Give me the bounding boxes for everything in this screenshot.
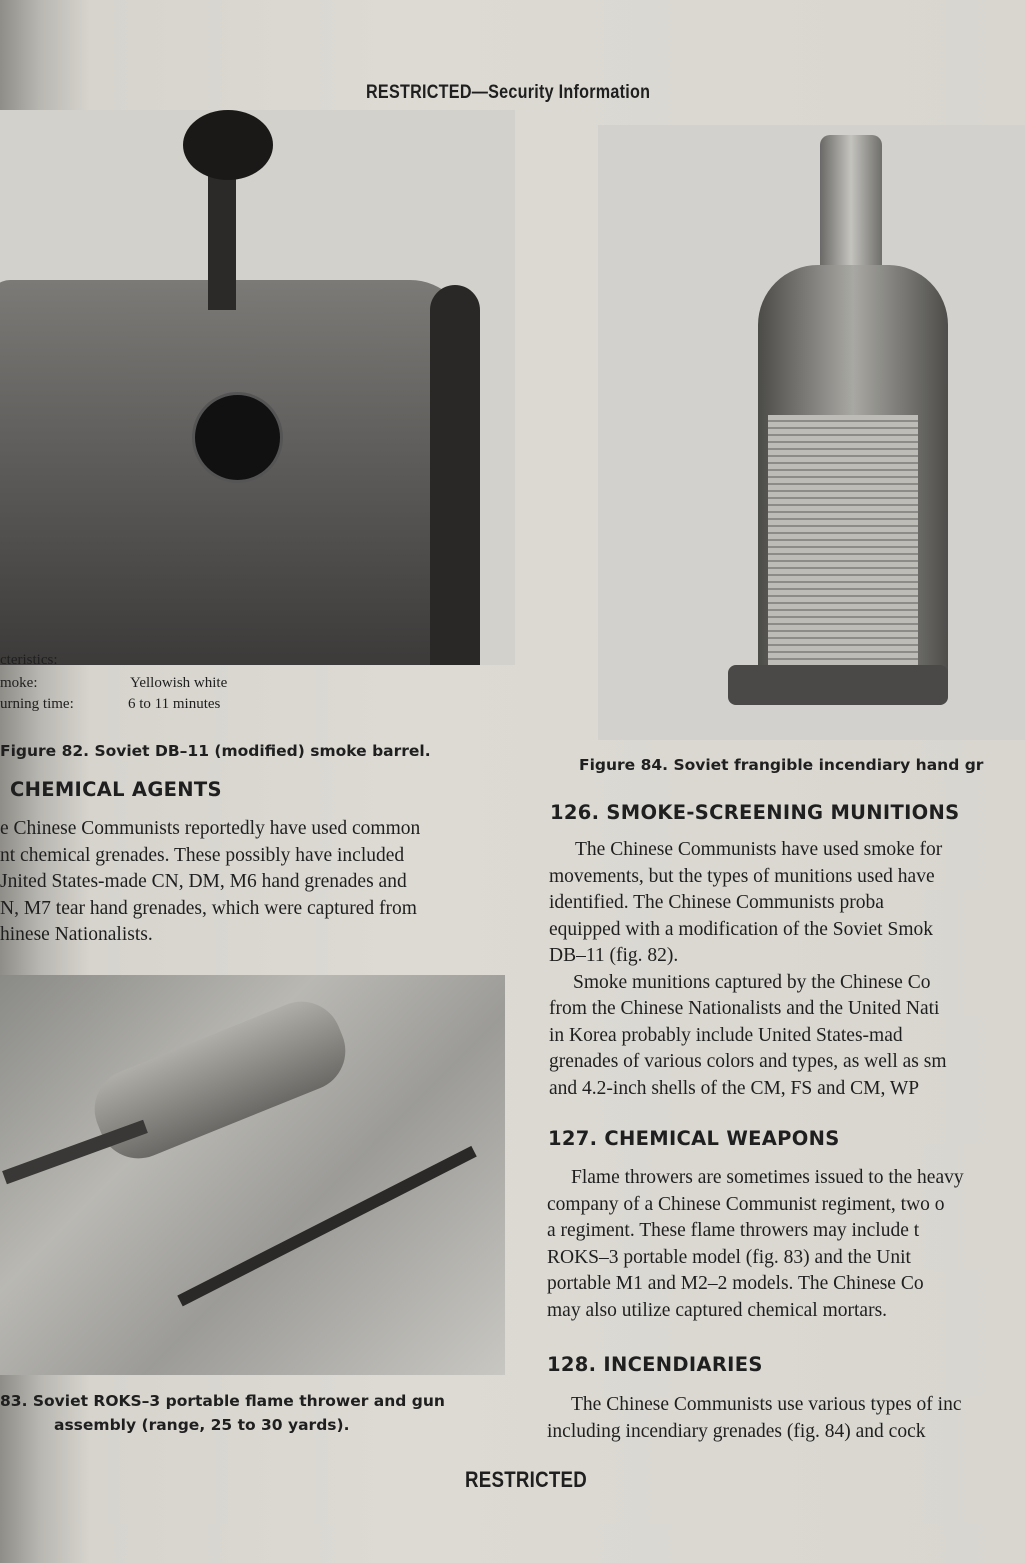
- spec-label-smoke: moke:: [0, 675, 38, 691]
- text-line: company of a Chinese Communist regiment, two o: [547, 1193, 945, 1215]
- barrel-pipe: [208, 160, 236, 310]
- figure-84-photo: [598, 125, 1025, 740]
- figure-84-caption: Figure 84. Soviet frangible incendiary hand gr: [579, 756, 984, 774]
- text-line: ROKS–3 portable model (fig. 83) and the Unit: [547, 1246, 911, 1268]
- bottle-neck: [820, 135, 882, 275]
- text-line: equipped with a modification of the Soviet Smok: [549, 918, 933, 940]
- section-127-text: [547, 1165, 964, 1324]
- text-line: identified. The Chinese Communists proba: [549, 892, 884, 913]
- bottle-label: [768, 415, 918, 675]
- figure-83-photo: [0, 975, 505, 1375]
- text-line: movements, but the types of munitions used have: [549, 865, 935, 887]
- text-line: N, M7 tear hand grenades, which were captured from: [0, 897, 417, 919]
- figure-82-photo: [0, 110, 515, 665]
- text-line: grenades of various colors and types, as well as sm: [549, 1051, 947, 1072]
- restricted-footer: RESTRICTED: [465, 1467, 588, 1492]
- text-line: and 4.2-inch shells of the CM, FS and CM, WP: [549, 1077, 920, 1099]
- section-126-text: [549, 837, 946, 1102]
- spec-value-burning-time: 6 to 11 minutes: [128, 696, 221, 712]
- characteristics-label: cteristics:: [0, 652, 58, 668]
- section-126-heading: 126. SMOKE-SCREENING MUNITIONS: [550, 801, 960, 824]
- bottle-base: [728, 665, 948, 705]
- section-128-heading: 128. INCENDIARIES: [547, 1353, 763, 1376]
- figure-83-caption-line-1: 83. Soviet ROKS–3 portable flame thrower and gun: [0, 1392, 445, 1410]
- chemical-agents-text: [0, 816, 420, 949]
- text-line: The Chinese Communists use various types of inc: [571, 1394, 962, 1415]
- spec-value-smoke: Yellowish white: [130, 675, 228, 691]
- text-line: from the Chinese Nationalists and the United Nati: [549, 998, 940, 1019]
- text-line: a regiment. These flame throwers may include t: [547, 1220, 920, 1241]
- barrel-rim: [430, 285, 480, 665]
- section-128-text: [547, 1392, 962, 1445]
- text-line: Jnited States-made CN, DM, M6 hand grenades and: [0, 871, 407, 892]
- text-line: may also utilize captured chemical mortars.: [547, 1299, 888, 1321]
- text-line: including incendiary grenades (fig. 84) and cock: [547, 1420, 926, 1442]
- text-line: DB–11 (fig. 82).: [549, 945, 679, 966]
- barrel-cap: [183, 110, 273, 180]
- spec-label-burning-time: urning time:: [0, 696, 74, 712]
- section-127-heading: 127. CHEMICAL WEAPONS: [548, 1127, 840, 1150]
- chemical-agents-heading: CHEMICAL AGENTS: [10, 778, 222, 801]
- text-line: The Chinese Communists have used smoke for: [575, 839, 943, 860]
- text-line: hinese Nationalists.: [0, 924, 153, 945]
- text-line: e Chinese Communists reportedly have used common: [0, 818, 421, 839]
- security-header: RESTRICTED—Security Information: [366, 82, 651, 103]
- text-line: portable M1 and M2–2 models. The Chinese Co: [547, 1273, 924, 1294]
- text-line: in Korea probably include United States-mad: [549, 1024, 903, 1046]
- figure-83-caption-line-2: assembly (range, 25 to 30 yards).: [54, 1416, 350, 1434]
- text-line: nt chemical grenades. These possibly have included: [0, 844, 405, 866]
- barrel-hole: [192, 392, 283, 483]
- text-line: Flame throwers are sometimes issued to the heavy: [571, 1167, 964, 1188]
- figure-82-caption: Figure 82. Soviet DB–11 (modified) smoke barrel.: [0, 742, 431, 760]
- flame-gun: [177, 1146, 476, 1307]
- text-line: Smoke munitions captured by the Chinese Co: [573, 971, 931, 993]
- flame-thrower-tank: [83, 990, 358, 1171]
